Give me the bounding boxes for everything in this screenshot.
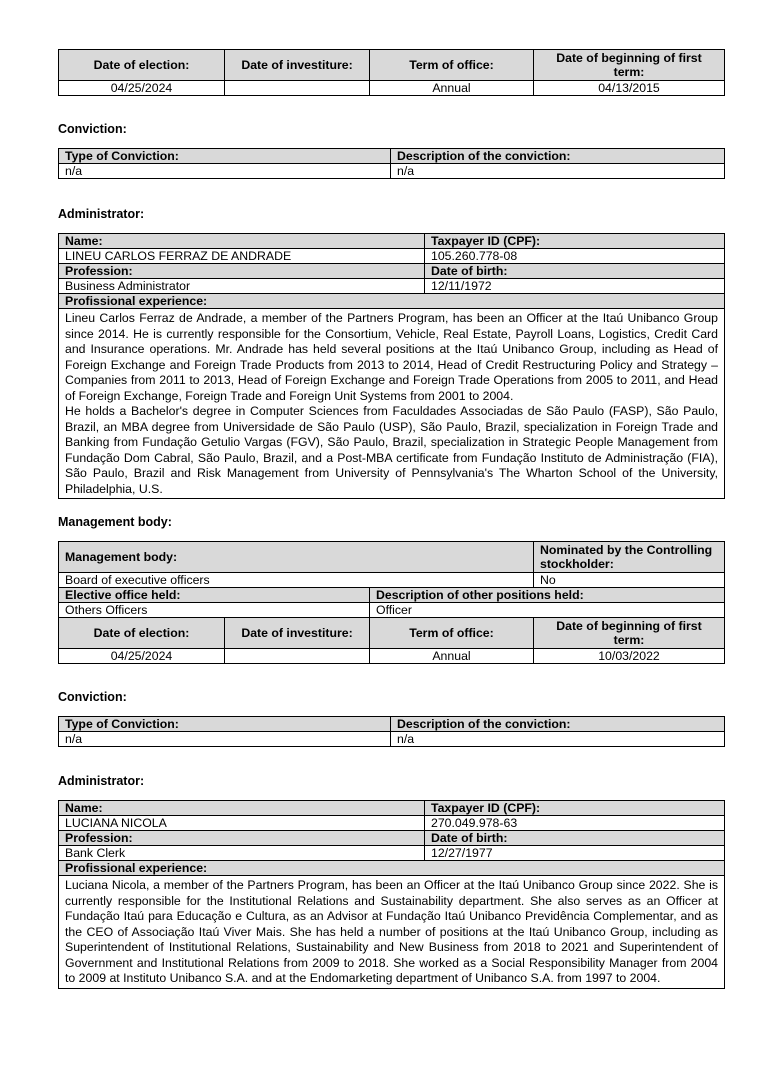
date-of-investiture-value <box>225 649 370 664</box>
first-term-value: 04/13/2015 <box>534 81 725 96</box>
administrator-table-2 <box>58 800 724 989</box>
experience-label: Profissional experience: <box>59 294 725 309</box>
administrator-title-2: Administrator: <box>58 774 145 788</box>
name-value: LINEU CARLOS FERRAZ DE ANDRADE <box>59 249 425 264</box>
name-label: Name: <box>59 234 425 249</box>
nominated-value: No <box>534 573 725 588</box>
conviction-description-value: n/a <box>391 732 725 747</box>
date-of-investiture-header: Date of investiture: <box>225 50 370 81</box>
experience-paragraph: Lineu Carlos Ferraz de Andrade, a member of the Partners Program, has been an Officer at the Itaú Unibanco Group since 2014. He is currently responsible for the Consortium, Vehicle, Real Estate, Payroll Loans, Logistics, Credit Card and Insurance operations. Mr. Andrade has held several positions at the Itaú Unibanco Group, including as Head of Foreign Exchange and Foreign Trade Products from 2013 to 2014, Head of Credit Restructuring Policy and Strategy – Companies from 2011 to 2013, Head of Foreign Exchange and Foreign Trade Operations from 2005 to 2011, and Head of Foreign Exchange, Foreign Trade and Foreign Unit Systems from 2001 to 2004. <box>65 311 718 403</box>
cpf-value: 270.049.978-63 <box>425 816 725 831</box>
date-of-election-value: 04/25/2024 <box>59 649 225 664</box>
conviction-table-1 <box>58 148 724 179</box>
conviction-table-2 <box>58 716 724 747</box>
first-term-value: 10/03/2022 <box>534 649 725 664</box>
experience-paragraph: Luciana Nicola, a member of the Partners Program, has been an Officer at the Itaú Unibanco Group since 2022. She is currently responsible for the Institutional Relations and Sustainability department. She also serves as an Officer at Fundação Itaú para Educação e Cultura, as an Advisor at Fundação Itaú Unibanco Previdência Complementar, and as the CEO of Associação Itaú Viver Mais. She has held a number of positions at the Itaú Unibanco Group, including as Superintendent of Institutional Relations, Sustainability and New Business from 2018 to 2021 and Superintendent of Government and Institutional Relations from 2009 to 2018. She worked as a Social Responsibility Manager from 2004 to 2009 at Instituto Unibanco S.A. and at the Endomarketing department of Unibanco S.A. from 1997 to 2004. <box>65 878 718 985</box>
term-of-office-header: Term of office: <box>370 618 534 649</box>
management-body-value: Board of executive officers <box>59 573 534 588</box>
experience-paragraph: He holds a Bachelor's degree in Computer Sciences from Faculdades Associadas de São Paulo (FASP), São Paulo, Brazil, an MBA degree from Universidade de São Paulo (USP), São Paulo, Brazil, specialization in Foreign Trade and Banking from Fundação Getulio Vargas (FGV), São Paulo, Brazil, specialization in Strategic People Management from Fundação Dom Cabral, São Paulo, Brazil, and a Post-MBA certificate from Fundação Instituto de Administração (FIA), São Paulo, Brazil and Risk Management from University of Pennsylvania's The Wharton School of the University, Philadelphia, U.S. <box>65 404 718 496</box>
conviction-description-label: Description of the conviction: <box>391 149 725 164</box>
date-of-election-header: Date of election: <box>59 618 225 649</box>
conviction-type-label: Type of Conviction: <box>59 717 391 732</box>
conviction-description-label: Description of the conviction: <box>391 717 725 732</box>
other-positions-label: Description of other positions held: <box>370 588 725 603</box>
profession-value: Business Administrator <box>59 279 425 294</box>
birth-label: Date of birth: <box>425 264 725 279</box>
cpf-label: Taxpayer ID (CPF): <box>425 234 725 249</box>
administrator-title-1: Administrator: <box>58 207 145 221</box>
conviction-type-value: n/a <box>59 732 391 747</box>
term-table-1 <box>58 49 724 96</box>
profession-label: Profession: <box>59 264 425 279</box>
conviction-type-label: Type of Conviction: <box>59 149 391 164</box>
profession-value: Bank Clerk <box>59 846 425 861</box>
administrator-table-1 <box>58 233 724 499</box>
first-term-header: Date of beginning of first term: <box>534 618 725 649</box>
management-body-table <box>58 541 724 664</box>
name-label: Name: <box>59 801 425 816</box>
date-of-investiture-value <box>225 81 370 96</box>
date-of-investiture-header: Date of investiture: <box>225 618 370 649</box>
conviction-title-2: Conviction: <box>58 690 127 704</box>
management-body-label: Management body: <box>59 542 534 573</box>
elective-office-label: Elective office held: <box>59 588 370 603</box>
management-body-title: Management body: <box>58 515 172 529</box>
term-of-office-value: Annual <box>370 649 534 664</box>
date-of-election-header: Date of election: <box>59 50 225 81</box>
cpf-value: 105.260.778-08 <box>425 249 725 264</box>
experience-text <box>59 309 725 499</box>
experience-label: Profissional experience: <box>59 861 725 876</box>
conviction-title-1: Conviction: <box>58 122 127 136</box>
conviction-description-value: n/a <box>391 164 725 179</box>
term-of-office-value: Annual <box>370 81 534 96</box>
first-term-header: Date of beginning of first term: <box>534 50 725 81</box>
cpf-label: Taxpayer ID (CPF): <box>425 801 725 816</box>
profession-label: Profession: <box>59 831 425 846</box>
birth-value: 12/27/1977 <box>425 846 725 861</box>
birth-value: 12/11/1972 <box>425 279 725 294</box>
other-positions-value: Officer <box>370 603 725 618</box>
elective-office-value: Others Officers <box>59 603 370 618</box>
date-of-election-value: 04/25/2024 <box>59 81 225 96</box>
experience-text <box>59 876 725 989</box>
term-of-office-header: Term of office: <box>370 50 534 81</box>
conviction-type-value: n/a <box>59 164 391 179</box>
nominated-label: Nominated by the Controlling stockholder: <box>534 542 725 573</box>
birth-label: Date of birth: <box>425 831 725 846</box>
name-value: LUCIANA NICOLA <box>59 816 425 831</box>
